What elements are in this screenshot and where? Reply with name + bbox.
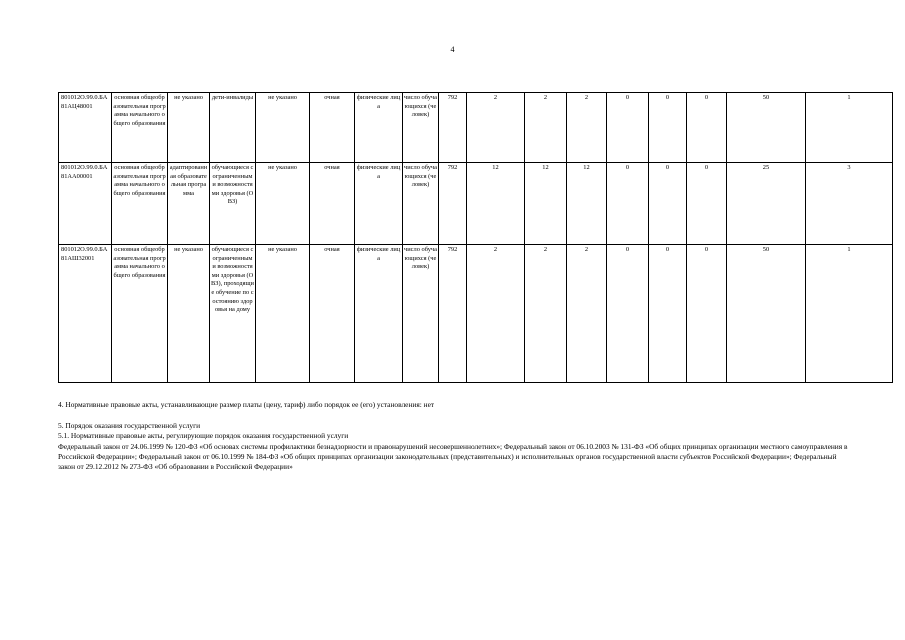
section-5-1-heading: 5.1. Нормативные правовые акты, регулирующие порядок оказания государственной услуги bbox=[58, 431, 349, 441]
section-4-text: 4. Нормативные правовые акты, устанавливающие размер платы (цену, тариф) либо порядок ее (его) установления: нет bbox=[58, 400, 435, 409]
value-cell: 2 bbox=[467, 245, 525, 383]
value-cell: 0 bbox=[607, 245, 649, 383]
category-cell: дети-инвалиды bbox=[210, 93, 256, 163]
form-cell: очная bbox=[310, 93, 355, 163]
table-row bbox=[59, 163, 893, 245]
value-cell: 0 bbox=[687, 163, 727, 245]
location-cell: не указано bbox=[256, 245, 310, 383]
laws-text: Федеральный закон от 24.06.1999 № 120-ФЗ «Об основах системы профилактики безнадзорности и правонарушений несовершеннолетних»; Федеральный закон от 06.10.2003 № 131-ФЗ «Об общих принципах организации местного самоуправления в Российской Федерации»; Федеральный закон от 06.10.1999 № 184-ФЗ «Об общих принципах организации законодательных (представительных) и исполнительных органов государственной власти субъектов Российской Федерации»; Федеральный закон от 29.12.2012 № 273-ФЗ «Об образовании в Российской Федерации» bbox=[58, 441, 848, 472]
indicator-cell: число обучающихся (человек) bbox=[403, 93, 439, 163]
consumers-cell: физические лица bbox=[355, 93, 403, 163]
indicator-cell: число обучающихся (человек) bbox=[403, 245, 439, 383]
value-cell: 2 bbox=[567, 245, 607, 383]
table-row bbox=[59, 245, 893, 383]
value-cell: 0 bbox=[649, 163, 687, 245]
registry-code: 801012О.99.0.БА81АА00001 bbox=[59, 163, 112, 245]
value-cell: 2 bbox=[525, 93, 567, 163]
program-cell: основная общеобразовательная программа начального общего образования bbox=[112, 163, 168, 245]
indicator-cell: число обучающихся (человек) bbox=[403, 163, 439, 245]
registry-code: 801012О.99.0.БА81АШ32001 bbox=[59, 245, 112, 383]
value-cell: 0 bbox=[607, 93, 649, 163]
section-5-heading: 5. Порядок оказания государственной услуги bbox=[58, 421, 201, 431]
value-cell: 0 bbox=[687, 245, 727, 383]
program-cell: основная общеобразовательная программа начального общего образования bbox=[112, 93, 168, 163]
value-cell: 12 bbox=[525, 163, 567, 245]
value-cell: 1 bbox=[806, 93, 893, 163]
location-cell: не указано bbox=[256, 163, 310, 245]
form-cell: очная bbox=[310, 245, 355, 383]
okei-cell: 792 bbox=[439, 163, 467, 245]
category-cell: обучающиеся с ограниченными возможностями здоровья (ОВЗ) bbox=[210, 163, 256, 245]
service-volume-table bbox=[58, 92, 893, 383]
value-cell: 50 bbox=[727, 245, 806, 383]
value-cell: 0 bbox=[607, 163, 649, 245]
registry-code: 801012О.99.0.БА81АЦ48001 bbox=[59, 93, 112, 163]
value-cell: 50 bbox=[727, 93, 806, 163]
value-cell: 12 bbox=[467, 163, 525, 245]
okei-cell: 792 bbox=[439, 245, 467, 383]
value-cell: 2 bbox=[567, 93, 607, 163]
value-cell: 12 bbox=[567, 163, 607, 245]
value-cell: 0 bbox=[649, 245, 687, 383]
consumers-cell: физические лица bbox=[355, 163, 403, 245]
program-type-cell: не указано bbox=[168, 245, 210, 383]
location-cell: не указано bbox=[256, 93, 310, 163]
notes-section bbox=[58, 400, 848, 472]
form-cell: очная bbox=[310, 163, 355, 245]
page-number: 4 bbox=[450, 45, 455, 54]
value-cell: 0 bbox=[687, 93, 727, 163]
value-cell: 1 bbox=[806, 245, 893, 383]
value-cell: 3 bbox=[806, 163, 893, 245]
value-cell: 2 bbox=[467, 93, 525, 163]
table-row bbox=[59, 93, 893, 163]
category-cell: обучающиеся с ограниченными возможностями здоровья (ОВЗ), проходящие обучение по состоянию здоровья на дому bbox=[210, 245, 256, 383]
okei-cell: 792 bbox=[439, 93, 467, 163]
value-cell: 0 bbox=[649, 93, 687, 163]
value-cell: 25 bbox=[727, 163, 806, 245]
program-type-cell: адаптированная образовательная программа bbox=[168, 163, 210, 245]
program-cell: основная общеобразовательная программа начального общего образования bbox=[112, 245, 168, 383]
value-cell: 2 bbox=[525, 245, 567, 383]
consumers-cell: физические лица bbox=[355, 245, 403, 383]
program-type-cell: не указано bbox=[168, 93, 210, 163]
